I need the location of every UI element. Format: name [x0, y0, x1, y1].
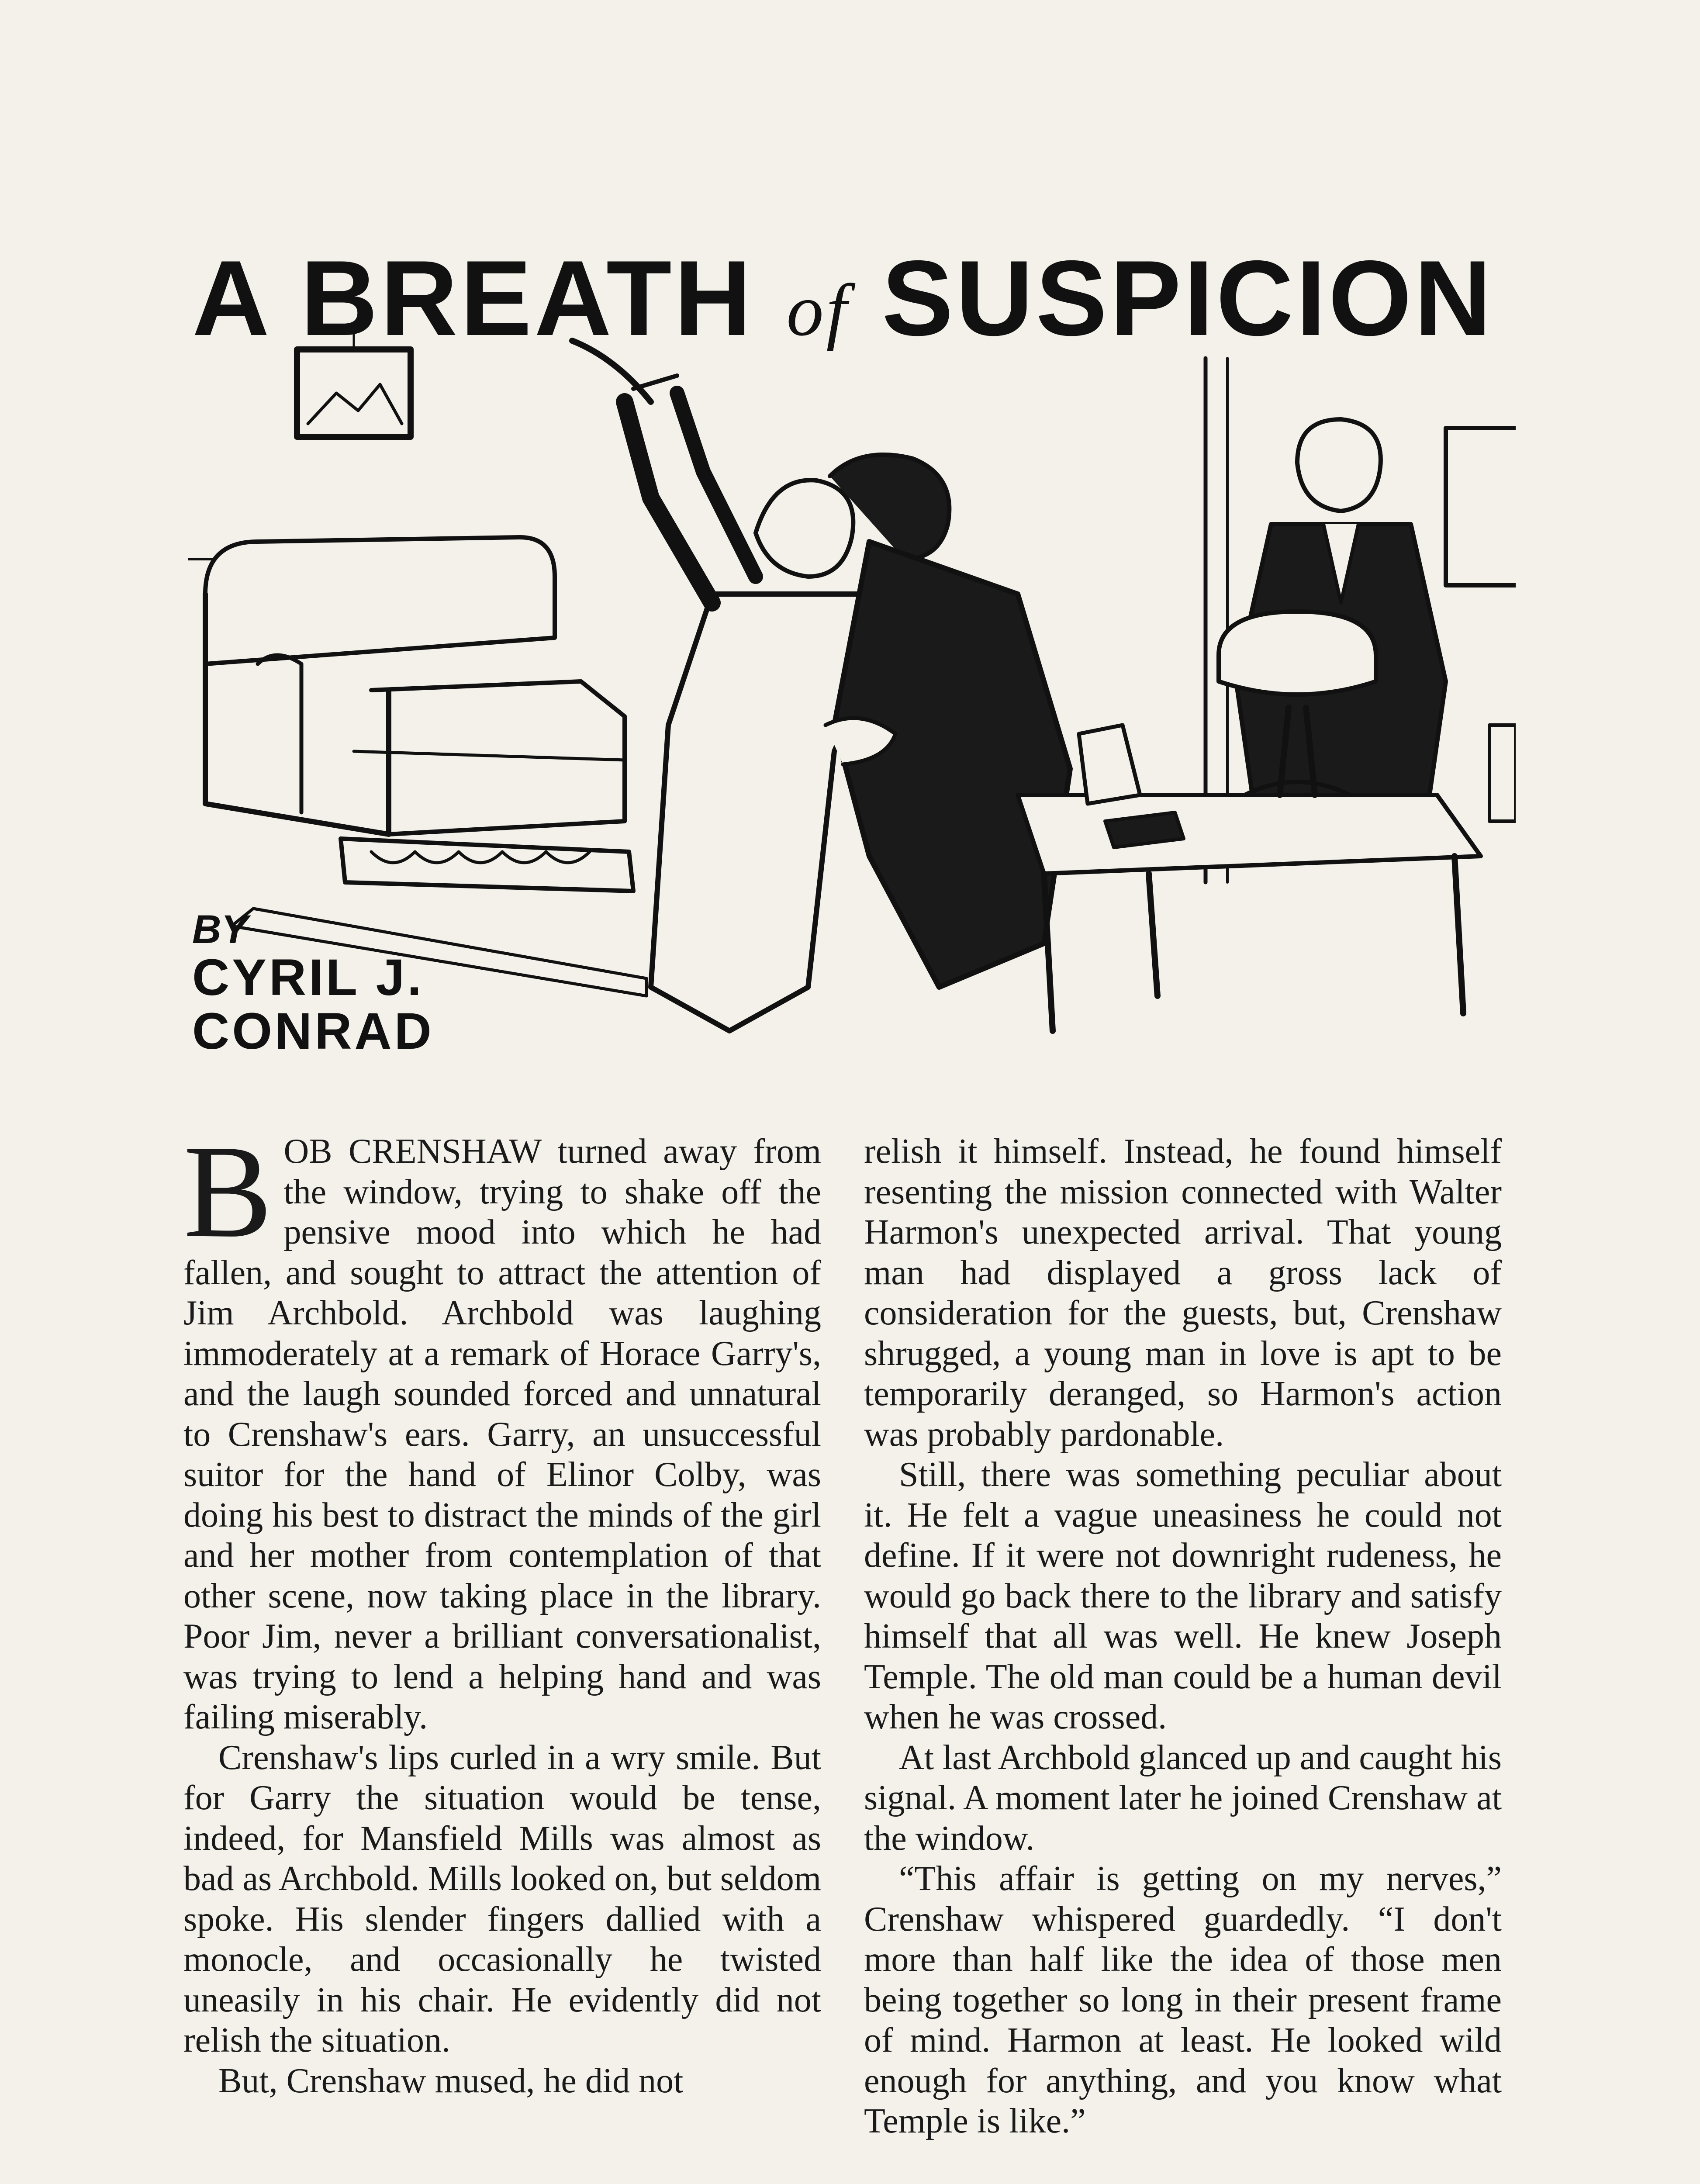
- paragraph: Crenshaw's lips curled in a wry smile. But for Garry the situation would be tense, indeed, for Mansfield Mills was almost as bad as Archbold. Mills looked on, but seldom spoke. His slender fingers dallied with a monocle, and occasionally he twisted uneasily in his chair. He evidently did not relish the situation.: [183, 1738, 821, 2060]
- paragraph: OB CRENSHAW turned away from the window, trying to shake off the pensive mood into which he had fallen, and sought to attract the attention of Jim Archbold. Archbold was laughing immoderately at a remark of Horace Garry's, and the laugh sounded forced and unnatural to Crenshaw's ears. Garry, an unsuccessful suitor for the hand of Elinor Colby, was doing his best to distract the minds of the girl and her mother from contemplation of that other scene, now taking place in the library. Poor Jim, never a brilliant conversationalist, was trying to lend a helping hand and was failing miserably.: [183, 1132, 821, 1736]
- paragraph: But, Crenshaw mused, he did not: [218, 2061, 684, 2100]
- title-connector: of: [786, 269, 850, 351]
- article-column-1: [183, 1117, 821, 2101]
- drop-cap: B: [183, 1117, 273, 1265]
- paragraph: At last Archbold glanced up and caught his signal. A moment later he joined Crenshaw at the window.: [864, 1738, 1502, 1858]
- byline: [192, 909, 434, 1059]
- author-last-line: CONRAD: [192, 1002, 434, 1061]
- author-first-line: CYRIL J.: [192, 948, 425, 1006]
- title-part2: SUSPICION: [881, 238, 1494, 358]
- article-column-2: [864, 1131, 1502, 2142]
- paragraph: “This affair is getting on my nerves,” Crenshaw whispered guardedly. “I don't more than half like the idea of those men being together so long in their present frame of mind. Harmon at least. He looked wild enough for anything, and you know what Temple is like.”: [864, 1859, 1502, 2140]
- paragraph: Still, there was something peculiar about it. He felt a vague uneasiness he could not define. If it were not downright rudeness, he would go back there to the library and satisfy himself that all was well. He knew Joseph Temple. The old man could be a human devil when he was crossed.: [864, 1455, 1502, 1736]
- byline-prefix: BY: [192, 907, 248, 952]
- title-part1: A BREATH: [192, 238, 754, 358]
- paragraph: relish it himself. Instead, he found himself resenting the mission connected with Walter Harmon's unexpected arrival. That young man had displayed a gross lack of consideration for the guests, but, Crenshaw shrugged, a young man in love is apt to be temporarily deranged, so Harmon's action was probably pardonable.: [864, 1132, 1502, 1454]
